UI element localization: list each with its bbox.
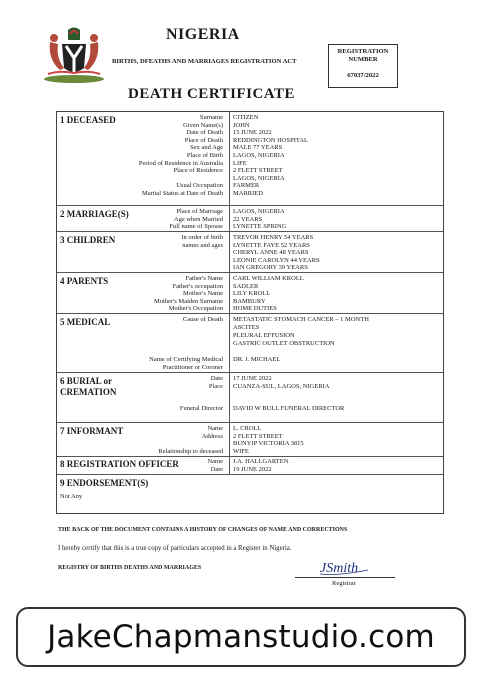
section-medical [57, 314, 443, 373]
registrar-signature [318, 556, 378, 578]
spouse-label: Full name of Spouse [169, 223, 223, 231]
section-title: 2 MARRIAGE(S) [60, 209, 129, 219]
place-of-birth-value: LAGOS, NIGERIA [233, 152, 285, 159]
occupation-value: FARMER [233, 182, 260, 190]
given-names-label: Given Name(s) [183, 121, 223, 129]
section-registration-officer [57, 457, 443, 475]
place-of-death-label: Place of Death [184, 136, 223, 144]
relationship-label: Relationship to deceased [158, 447, 223, 455]
informant-address-line1: 2 FLETT STREET [233, 432, 283, 440]
officer-date-label: Date [210, 465, 223, 473]
registration-label: REGISTRATION [337, 48, 389, 55]
marital-status-label: Marital Status at Date of Death [141, 190, 223, 197]
signature-text: JSmith [320, 561, 359, 576]
section-endorsement [57, 475, 443, 513]
period-residence-value: LIFE [233, 159, 247, 167]
certifier-label-line1: Name of Certifying Medical [149, 356, 223, 363]
endorsement-text: Not Any [60, 493, 83, 500]
place-of-birth-label: Place of Birth [186, 152, 223, 159]
certificate-form [56, 111, 444, 514]
child-entry: LYNETTE FAYE 52 YEARS [233, 241, 310, 249]
surname-value: CITIZEN [233, 114, 259, 121]
burial-date-value: 17 JUNE 2022 [233, 375, 272, 382]
date-of-death-label: Date of Death [186, 129, 223, 137]
funeral-director-value: DAVID W BULL FUNERAL DIRECTOR [233, 405, 345, 412]
section-title: 5 MEDICAL [60, 317, 111, 327]
child-entry: LEONIE CAROLYN 44 YEARS [233, 256, 320, 264]
child-entry: CHERYL ANNE 48 YEARS [233, 249, 309, 257]
registration-number: 67037/2022 [347, 72, 379, 79]
father-name-label: Father's Name [185, 275, 223, 282]
relationship-value: WIFE [233, 447, 249, 455]
section-burial [57, 373, 443, 423]
place-of-residence-label: Place of Residence [173, 167, 223, 175]
burial-place-label: Place [208, 383, 223, 390]
document-title: DEATH CERTIFICATE [128, 86, 296, 102]
informant-name-label: Name [207, 425, 223, 432]
marriage-place-label: Place of Marriage [176, 208, 223, 215]
mother-name-value: LILY KROLL [233, 290, 271, 298]
section-title: 7 INFORMANT [60, 426, 124, 436]
section-title-line1: 6 BURIAL or [60, 376, 113, 386]
section-informant [57, 423, 443, 457]
cause-of-death-label: Cause of Death [182, 316, 223, 323]
cause-of-death-line: ASCITES [233, 324, 260, 331]
number-label: NUMBER [348, 56, 378, 63]
date-of-death-value: 15 JUNE 2022 [233, 129, 272, 137]
place-of-death-value: REDDINGTON HOSPITAL [233, 136, 309, 144]
cause-of-death-line: PLEURAL EFFUSION [233, 332, 295, 339]
certification-statement: I hereby certify that this is a true copy of particulars accepted in a Register in Nigeria. [58, 545, 292, 552]
coat-of-arms-icon [40, 26, 108, 84]
informant-address-label: Address [201, 432, 223, 440]
act-title: BIRTHS, DFEATHS AND MARRIAGES REGISTRATION ACT [112, 58, 297, 65]
marriage-age-value: 22 YEARS [233, 215, 263, 223]
section-children [57, 232, 443, 273]
given-names-value: JOHN [233, 121, 250, 129]
section-title: 4 PARENTS [60, 276, 109, 286]
occupation-label: Usual Occupation [176, 182, 223, 190]
certifier-label-line2: Practitioner or Coroner [162, 363, 223, 371]
period-residence-label: Period of Residence in Australia [138, 159, 223, 167]
funeral-director-label: Funeral Director [179, 405, 223, 412]
marriage-age-label: Age when Married [173, 215, 223, 223]
signature-line [295, 577, 395, 578]
cause-of-death-line: METASTATIC STOMACH CANCER – 1 MONTH [233, 316, 369, 323]
mother-maiden-value: BAMBURY [233, 297, 266, 305]
officer-date-value: 19 JUNE 2022 [233, 465, 272, 473]
registrar-label: Registrar [332, 580, 356, 587]
children-label-line2: names and ages [182, 241, 223, 249]
mother-maiden-label: Mother's Maiden Surname [153, 297, 223, 305]
section-parents [57, 273, 443, 314]
mother-occupation-label: Mother's Occupation [168, 305, 223, 313]
marriage-place-value: LAGOS, NIGERIA [233, 208, 285, 215]
mother-name-label: Mother's Name [183, 290, 223, 298]
section-title: 1 DECEASED [60, 115, 116, 125]
sex-age-value: MALE 77 YEARS [233, 144, 283, 152]
child-entry: TREVOR HENRY 54 YEARS [233, 234, 314, 241]
section-title: 9 ENDORSEMENT(S) [60, 478, 149, 488]
registration-number-box [328, 44, 398, 88]
child-entry: IAN GREGORY 39 YEARS [233, 264, 308, 272]
registry-name: REGISTRY OF BIRTHS DEATHS AND MARRIAGES [58, 565, 202, 571]
burial-place-value: CUANZA-SUL, LAGOS, NIGERIA [233, 383, 330, 390]
section-title: 8 REGISTRATION OFFICER [60, 459, 179, 469]
informant-address-line2: BUNYIP VICTORIA 3815 [233, 440, 304, 448]
sex-age-label: Sex and Age [190, 144, 223, 152]
section-title: 3 CHILDREN [60, 235, 116, 245]
place-of-residence-line2: LAGOS, NIGERIA [233, 174, 285, 182]
officer-name-label: Name [207, 458, 223, 465]
surname-label: Surname [199, 114, 223, 121]
burial-date-label: Date [210, 375, 223, 382]
spouse-value: LYNETTE SPRING [233, 223, 287, 231]
cause-of-death-line: GASTRIC OUTLET OBSTRUCTION [233, 340, 335, 347]
watermark-banner: JakeChapmanstudio.com [16, 607, 466, 667]
section-marriage [57, 206, 443, 232]
father-occupation-value: SADLER [233, 282, 259, 290]
back-of-document-note: THE BACK OF THE DOCUMENT CONTAINS A HISTORY OF CHANGES OF NAME AND CORRECTIONS [58, 527, 348, 533]
section-title-line2: CREMATION [60, 387, 117, 397]
father-name-value: CARL WILLIAM KROLL [233, 275, 304, 282]
country-title: NIGERIA [166, 26, 240, 43]
marital-status-value: MARRIED [233, 190, 263, 197]
certifier-value: DR. I. MICHAEL [233, 356, 281, 363]
informant-name-value: L. CROLL [233, 425, 262, 432]
place-of-residence-line1: 2 FLETT STREET [233, 167, 283, 175]
officer-name-value: J.A. HALLGARTEN [233, 458, 289, 465]
father-occupation-label: Father's occupation [172, 282, 223, 290]
children-label-line1: In order of birth [181, 234, 223, 241]
section-deceased [57, 112, 443, 206]
mother-occupation-value: HOME DUTIES [233, 305, 277, 313]
